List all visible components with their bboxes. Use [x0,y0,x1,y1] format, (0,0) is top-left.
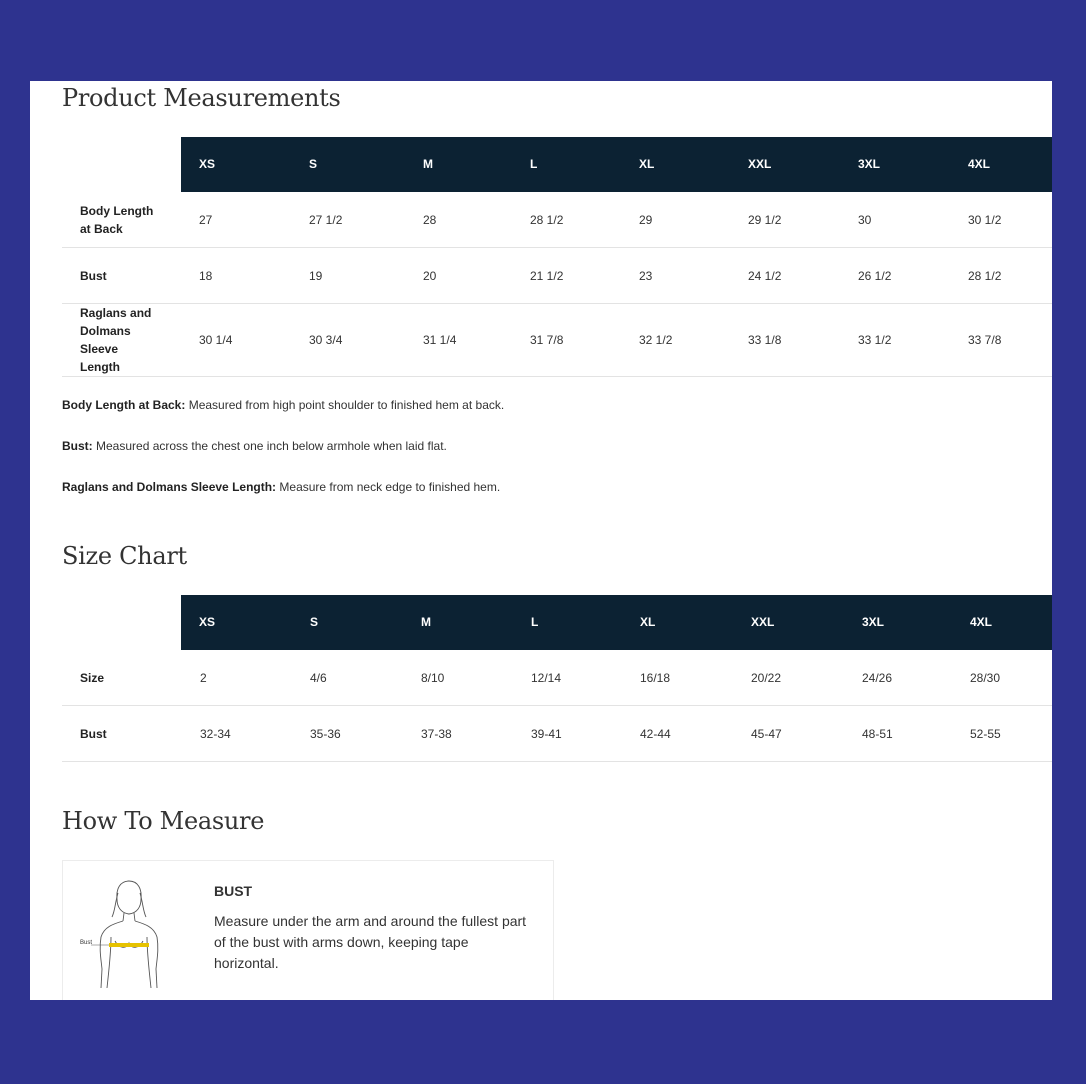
table-cell: 27 1/2 [309,213,343,227]
size-guide-panel [30,81,1052,1000]
bust-figure-illustration [79,877,179,989]
note-text: Measured across the chest one inch below armhole when laid flat. [92,439,447,453]
size-chart-table-header [181,595,1052,650]
size-header-4xl: 4XL [970,615,993,629]
size-header-s: S [310,615,319,629]
table-cell: 42-44 [640,727,671,741]
table-cell: 37-38 [421,727,452,741]
size-header-xs: XS [199,615,216,629]
size-chart-heading: Size Chart [62,542,187,570]
table-cell: 26 1/2 [858,269,892,283]
bust-card-text: Measure under the arm and around the fullest part of the bust with arms down, keeping tape horizontal. [214,913,527,971]
note-term: Raglans and Dolmans Sleeve Length: [62,480,277,494]
note-text: Measure from neck edge to finished hem. [276,480,501,494]
size-chart-table [62,595,1052,762]
measurements-heading: Product Measurements [62,84,341,112]
size-header-xxl: XXL [751,615,775,629]
table-cell: 28 1/2 [530,213,564,227]
table-cell: 33 7/8 [968,333,1002,347]
table-cell: 48-51 [862,727,893,741]
table-cell: 24/26 [862,671,893,685]
table-cell: 24 1/2 [748,269,782,283]
table-row-bust [62,706,1052,762]
table-row-bust [62,248,1052,304]
measurements-table-header [181,137,1052,192]
table-row-body-length [62,192,1052,248]
table-row-sleeve-length [62,304,1052,377]
table-row-size [62,650,1052,706]
size-header-l: L [531,615,539,629]
table-cell: 20 [423,269,437,283]
table-cell: 32-34 [200,727,231,741]
row-label: Size [80,671,105,685]
table-cell: 31 1/4 [423,333,457,347]
table-cell: 29 [639,213,653,227]
bust-figure-svg [79,877,179,989]
table-cell: 35-36 [310,727,341,741]
table-cell: 18 [199,269,213,283]
size-header-xs: XS [199,157,216,171]
table-cell: 33 1/2 [858,333,892,347]
table-cell: 45-47 [751,727,782,741]
size-header-m: M [421,615,431,629]
table-cell: 12/14 [531,671,562,685]
bust-measure-card [62,860,554,1000]
size-header-4xl: 4XL [968,157,991,171]
note-body-length [62,398,504,412]
table-cell: 28 [423,213,437,227]
bust-figure-label: Bust [80,940,93,946]
size-header-xxl: XXL [748,157,772,171]
table-cell: 30 3/4 [309,333,343,347]
size-header-m: M [423,157,433,171]
row-label: Body Length at Back [80,204,154,236]
bust-card-title: BUST [214,883,253,899]
table-cell: 39-41 [531,727,562,741]
table-cell: 20/22 [751,671,782,685]
size-header-s: S [309,157,318,171]
note-text: Measured from high point shoulder to finished hem at back. [185,398,505,412]
size-header-xl: XL [640,615,656,629]
table-cell: 4/6 [310,671,327,685]
table-cell: 28/30 [970,671,1001,685]
table-cell: 16/18 [640,671,671,685]
how-to-measure-heading: How To Measure [62,807,265,835]
table-cell: 30 1/2 [968,213,1002,227]
measurements-table [62,137,1052,377]
table-cell: 31 7/8 [530,333,564,347]
table-cell: 33 1/8 [748,333,782,347]
table-cell: 19 [309,269,323,283]
size-header-l: L [530,157,538,171]
table-cell: 30 [858,213,872,227]
table-cell: 28 1/2 [968,269,1002,283]
table-cell: 52-55 [970,727,1001,741]
table-cell: 32 1/2 [639,333,673,347]
note-term: Body Length at Back: [62,398,186,412]
size-header-xl: XL [639,157,655,171]
note-term: Bust: [62,439,93,453]
table-cell: 27 [199,213,213,227]
row-label: Bust [80,727,107,741]
row-label: Bust [80,269,107,283]
tape-measure-icon [109,943,149,947]
row-label: Raglans and Dolmans Sleeve Length [80,306,152,374]
table-cell: 8/10 [421,671,445,685]
size-header-3xl: 3XL [862,615,885,629]
table-cell: 23 [639,269,653,283]
table-cell: 30 1/4 [199,333,233,347]
size-header-3xl: 3XL [858,157,881,171]
table-cell: 21 1/2 [530,269,564,283]
note-bust [62,439,447,453]
table-cell: 29 1/2 [748,213,782,227]
note-sleeve-length [62,480,500,494]
table-cell: 2 [200,671,207,685]
